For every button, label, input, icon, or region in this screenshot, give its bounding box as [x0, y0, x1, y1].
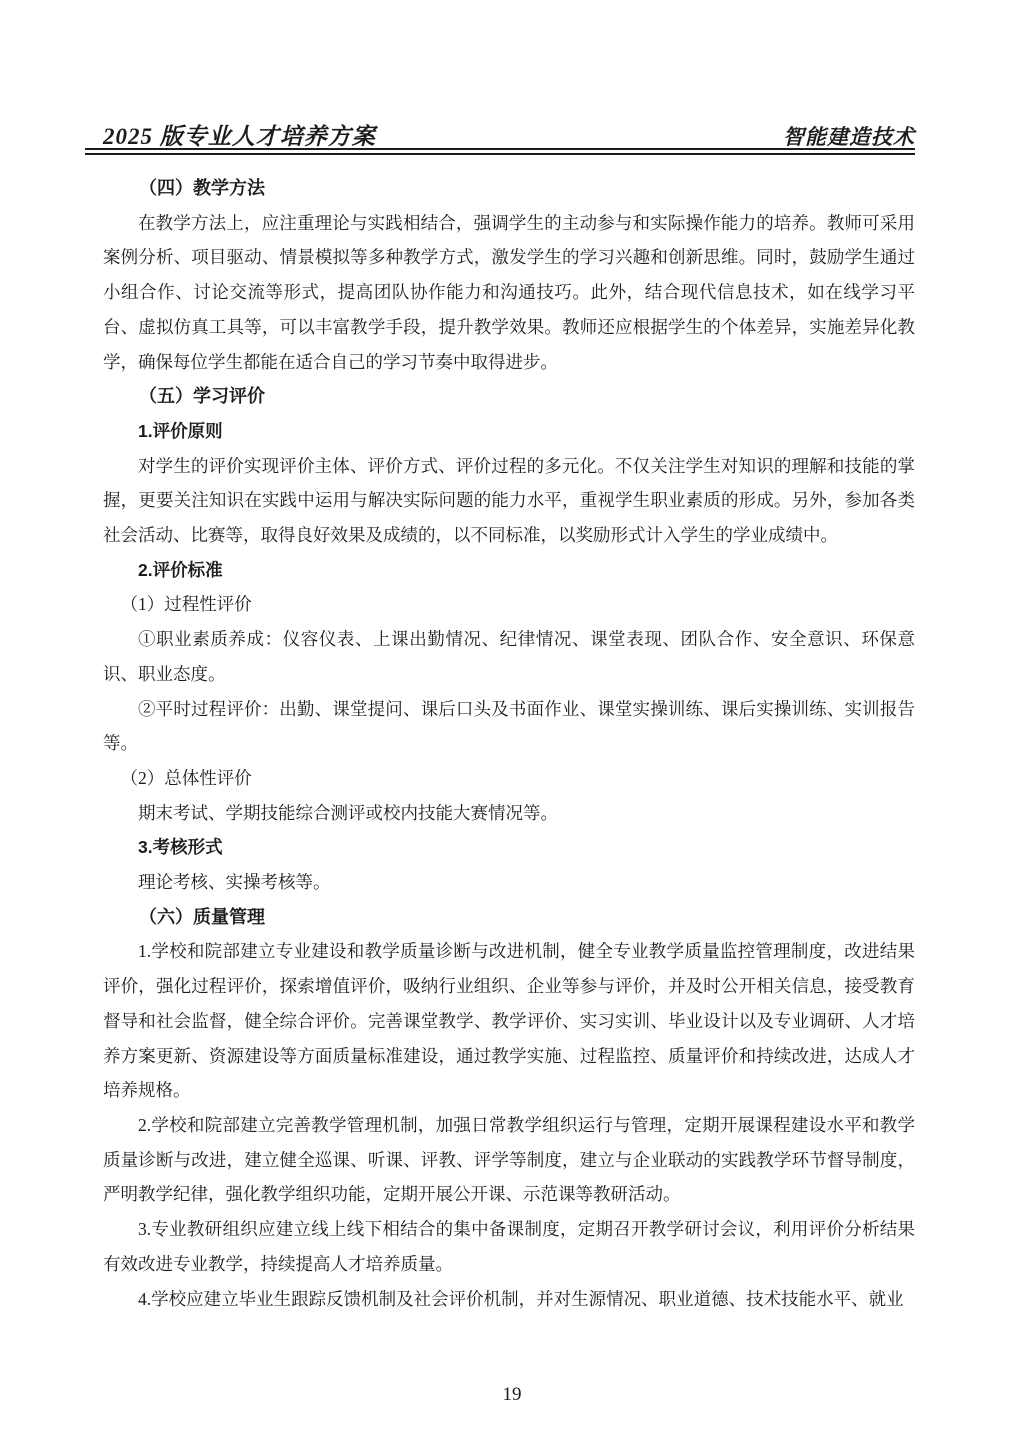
- header-left-text: 2025 版专业人才培养方案: [103, 124, 376, 149]
- subsection-heading-2: 2.评价标准: [138, 559, 223, 580]
- page-number: 19: [502, 1384, 522, 1405]
- page-header: [103, 118, 915, 151]
- header-right-text: 智能建造技术: [783, 125, 915, 149]
- subsection-heading-3: 3.考核形式: [138, 837, 223, 858]
- document-body: [103, 171, 915, 1316]
- subsection-heading-1: 1.评价原则: [138, 420, 223, 441]
- body-paragraph: 3.专业教研组织应建立线上线下相结合的集中备课制度，定期召开教学研讨会议，利用评价分析结果有效改进专业教学，持续提高人才培养质量。: [103, 1219, 915, 1274]
- section-heading-5: （五）学习评价: [139, 386, 265, 407]
- header-double-rule: [85, 148, 915, 155]
- body-paragraph: 2.学校和院部建立完善教学管理机制，加强日常教学组织运行与管理，定期开展课程建设水平和教学质量诊断与改进，建立健全巡课、听课、评教、评学等制度，建立与企业联动的实践教学环节督导制度，严明教学纪律，强化教学组织功能，定期开展公开课、示范课等教研活动。: [103, 1114, 915, 1205]
- body-paragraph: ①职业素质养成：仪容仪表、上课出勤情况、纪律情况、课堂表现、团队合作、安全意识、环保意识、职业态度。: [103, 629, 915, 684]
- page-footer: [0, 1384, 1024, 1406]
- list-label-2: （2）总体性评价: [120, 767, 252, 788]
- body-paragraph: 在教学方法上，应注重理论与实践相结合，强调学生的主动参与和实际操作能力的培养。教师可采用案例分析、项目驱动、情景模拟等多种教学方式，激发学生的学习兴趣和创新思维。同时，鼓励学生通过小组合作、讨论交流等形式，提高团队协作能力和沟通技巧。此外，结合现代信息技术，如在线学习平台、虚拟仿真工具等，可以丰富教学手段，提升教学效果。教师还应根据学生的个体差异，实施差异化教学，确保每位学生都能在适合自己的学习节奏中取得进步。: [103, 212, 915, 372]
- body-paragraph: 对学生的评价实现评价主体、评价方式、评价过程的多元化。不仅关注学生对知识的理解和技能的掌握，更要关注知识在实践中运用与解决实际问题的能力水平，重视学生职业素质的形成。另外，参加各类社会活动、比赛等，取得良好效果及成绩的，以不同标准，以奖励形式计入学生的学业成绩中。: [103, 455, 915, 546]
- list-label-1: （1）过程性评价: [120, 594, 252, 615]
- body-paragraph: 理论考核、实操考核等。: [138, 872, 331, 893]
- section-heading-6: （六）质量管理: [139, 906, 265, 927]
- body-paragraph: 期末考试、学期技能综合测评或校内技能大赛情况等。: [138, 802, 558, 823]
- body-paragraph: ②平时过程评价：出勤、课堂提问、课后口头及书面作业、课堂实操训练、课后实操训练、实训报告等。: [103, 698, 915, 754]
- section-heading-4: （四）教学方法: [139, 178, 265, 198]
- body-paragraph: 1.学校和院部建立专业建设和教学质量诊断与改进机制，健全专业教学质量监控管理制度，改进结果评价，强化过程评价，探索增值评价，吸纳行业组织、企业等参与评价，并及时公开相关信息，接受教育督导和社会监督，健全综合评价。完善课堂教学、教学评价、实习实训、毕业设计以及专业调研、人才培养方案更新、资源建设等方面质量标准建设，通过教学实施、过程监控、质量评价和持续改进，达成人才培养规格。: [103, 941, 915, 1101]
- body-paragraph-truncated: 4.学校应建立毕业生跟踪反馈机制及社会评价机制，并对生源情况、职业道德、技术技能水平、就业: [138, 1288, 904, 1309]
